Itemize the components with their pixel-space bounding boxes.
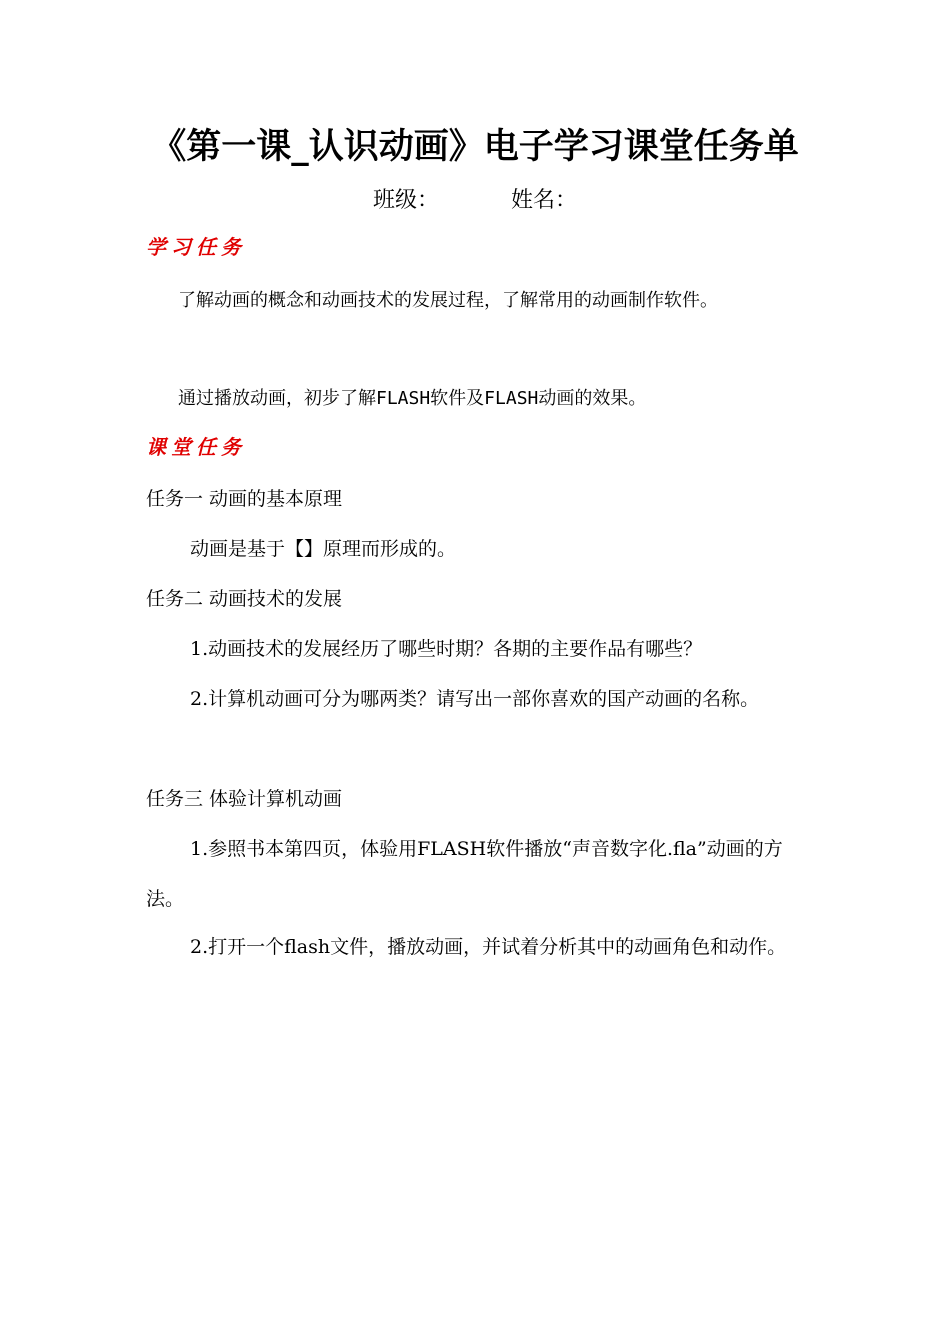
- learning-task-paragraph-1: 了解动画的概念和动画技术的发展过程，了解常用的动画制作软件。: [178, 290, 718, 311]
- task-two-question-1: 1.动画技术的发展经历了哪些时期？各期的主要作品有哪些？: [190, 638, 703, 660]
- task-two-title: 任务二 动画技术的发展: [146, 588, 343, 610]
- class-label: 班级：: [372, 188, 439, 213]
- task-two-question-2: 2.计算机动画可分为哪两类？请写出一部你喜欢的国产动画的名称。: [190, 688, 760, 710]
- student-info-line: [0, 184, 950, 218]
- task-three-title: 任务三 体验计算机动画: [146, 788, 343, 810]
- document-title: 《第一课_认识动画》电子学习课堂任务单: [151, 127, 799, 167]
- task-three-question-2: 2.打开一个flash文件，播放动画，并试着分析其中的动画角色和动作。: [190, 936, 787, 958]
- class-tasks-heading: 课堂任务: [146, 435, 246, 459]
- learning-task-paragraph-2: 通过播放动画，初步了解FLASH软件及FLASH动画的效果。: [178, 388, 647, 409]
- task-one-question: 动画是基于【】原理而形成的。: [190, 538, 457, 560]
- task-one-title: 任务一 动画的基本原理: [146, 488, 343, 510]
- learning-tasks-heading: 学习任务: [146, 235, 246, 259]
- name-label: 姓名：: [511, 188, 578, 213]
- task-three-question-1: 1.参照书本第四页，体验用FLASH软件播放“声音数字化.fla”动画的方法。: [146, 838, 783, 910]
